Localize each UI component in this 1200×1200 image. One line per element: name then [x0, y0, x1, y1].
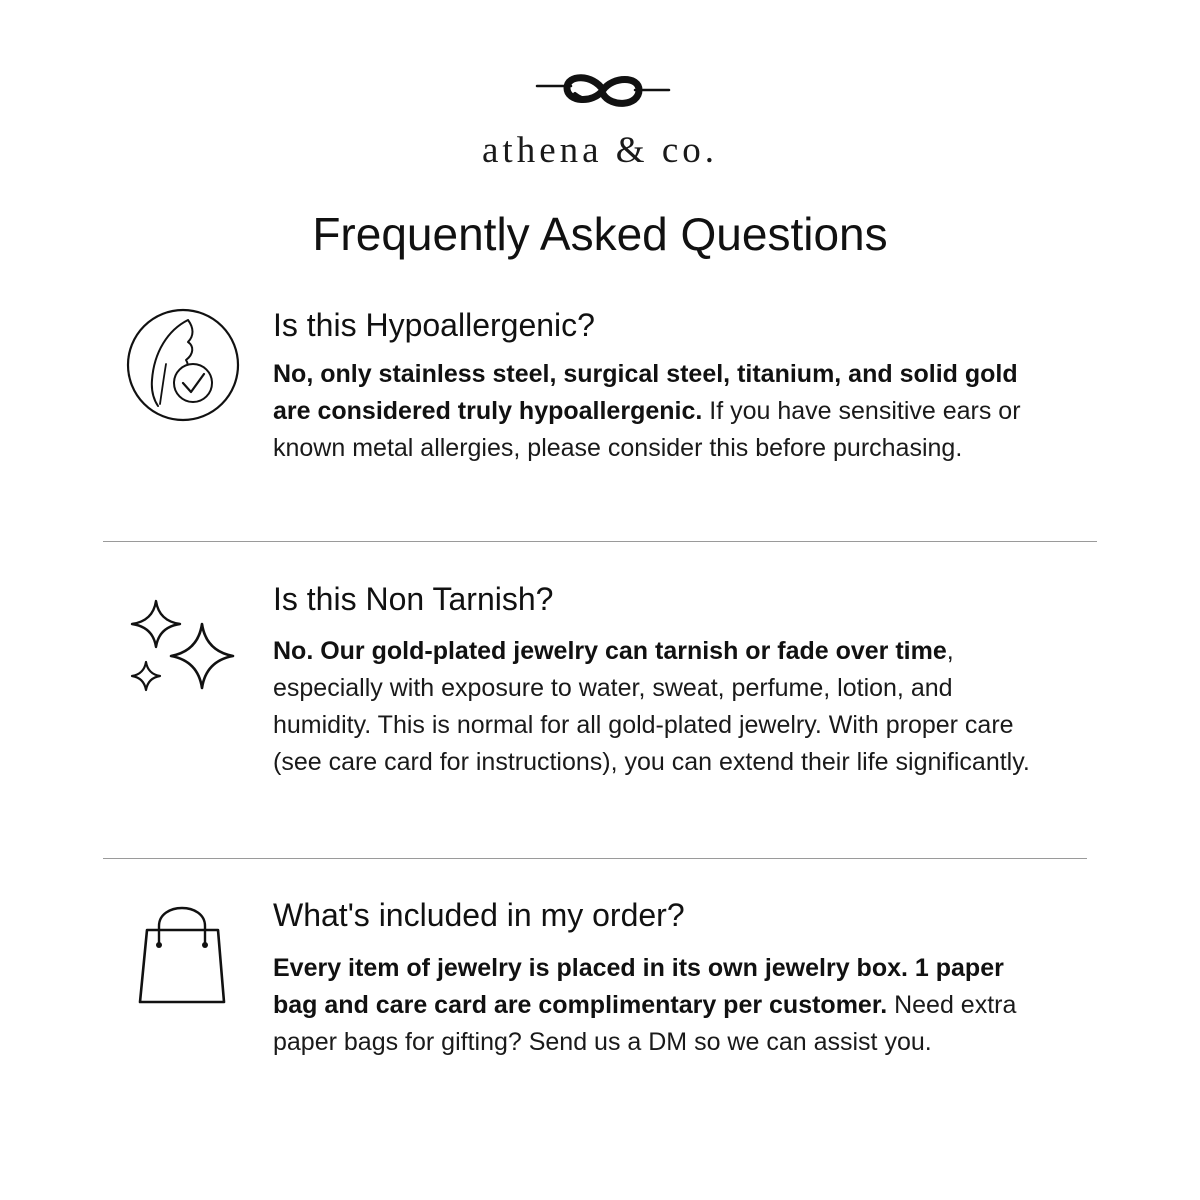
faq-question: Is this Hypoallergenic? — [273, 307, 595, 343]
shopping-bag-icon — [136, 898, 228, 1006]
faq-question: Is this Non Tarnish? — [273, 581, 554, 617]
feather-check-icon — [124, 306, 242, 424]
brand-name: athena & co. — [482, 130, 718, 171]
faq-answer-text: , especially with exposure to water, sweat, perfume, lotion, and humidity. This is normal for all gold-plated jewelry. With proper care (see care card for instructions), you can extend their life significantly. — [273, 637, 1030, 776]
section-divider — [103, 541, 1097, 542]
faq-answer-text: Need extra paper bags for gifting? Send us a DM so we can assist you. — [273, 991, 1017, 1056]
faq-answer-bold: Every item of jewelry is placed in its own jewelry box. 1 paper bag and care card are complimentary per customer. — [273, 954, 1004, 1019]
faq-answer — [273, 356, 1053, 467]
knot-logo-icon — [535, 68, 671, 116]
faq-answer-bold: No, only stainless steel, surgical steel, titanium, and solid gold are considered truly hypoallergenic. — [273, 360, 1018, 425]
sparkles-icon — [128, 598, 238, 694]
page-title: Frequently Asked Questions — [312, 208, 888, 260]
faq-answer-text: If you have sensitive ears or known metal allergies, please consider this before purchasing. — [273, 397, 1021, 462]
faq-answer — [273, 633, 1053, 781]
section-divider — [103, 858, 1087, 859]
faq-question: What's included in my order? — [273, 897, 685, 933]
faq-answer — [273, 950, 1053, 1061]
faq-answer-bold: No. Our gold-plated jewelry can tarnish or fade over time — [273, 637, 947, 665]
